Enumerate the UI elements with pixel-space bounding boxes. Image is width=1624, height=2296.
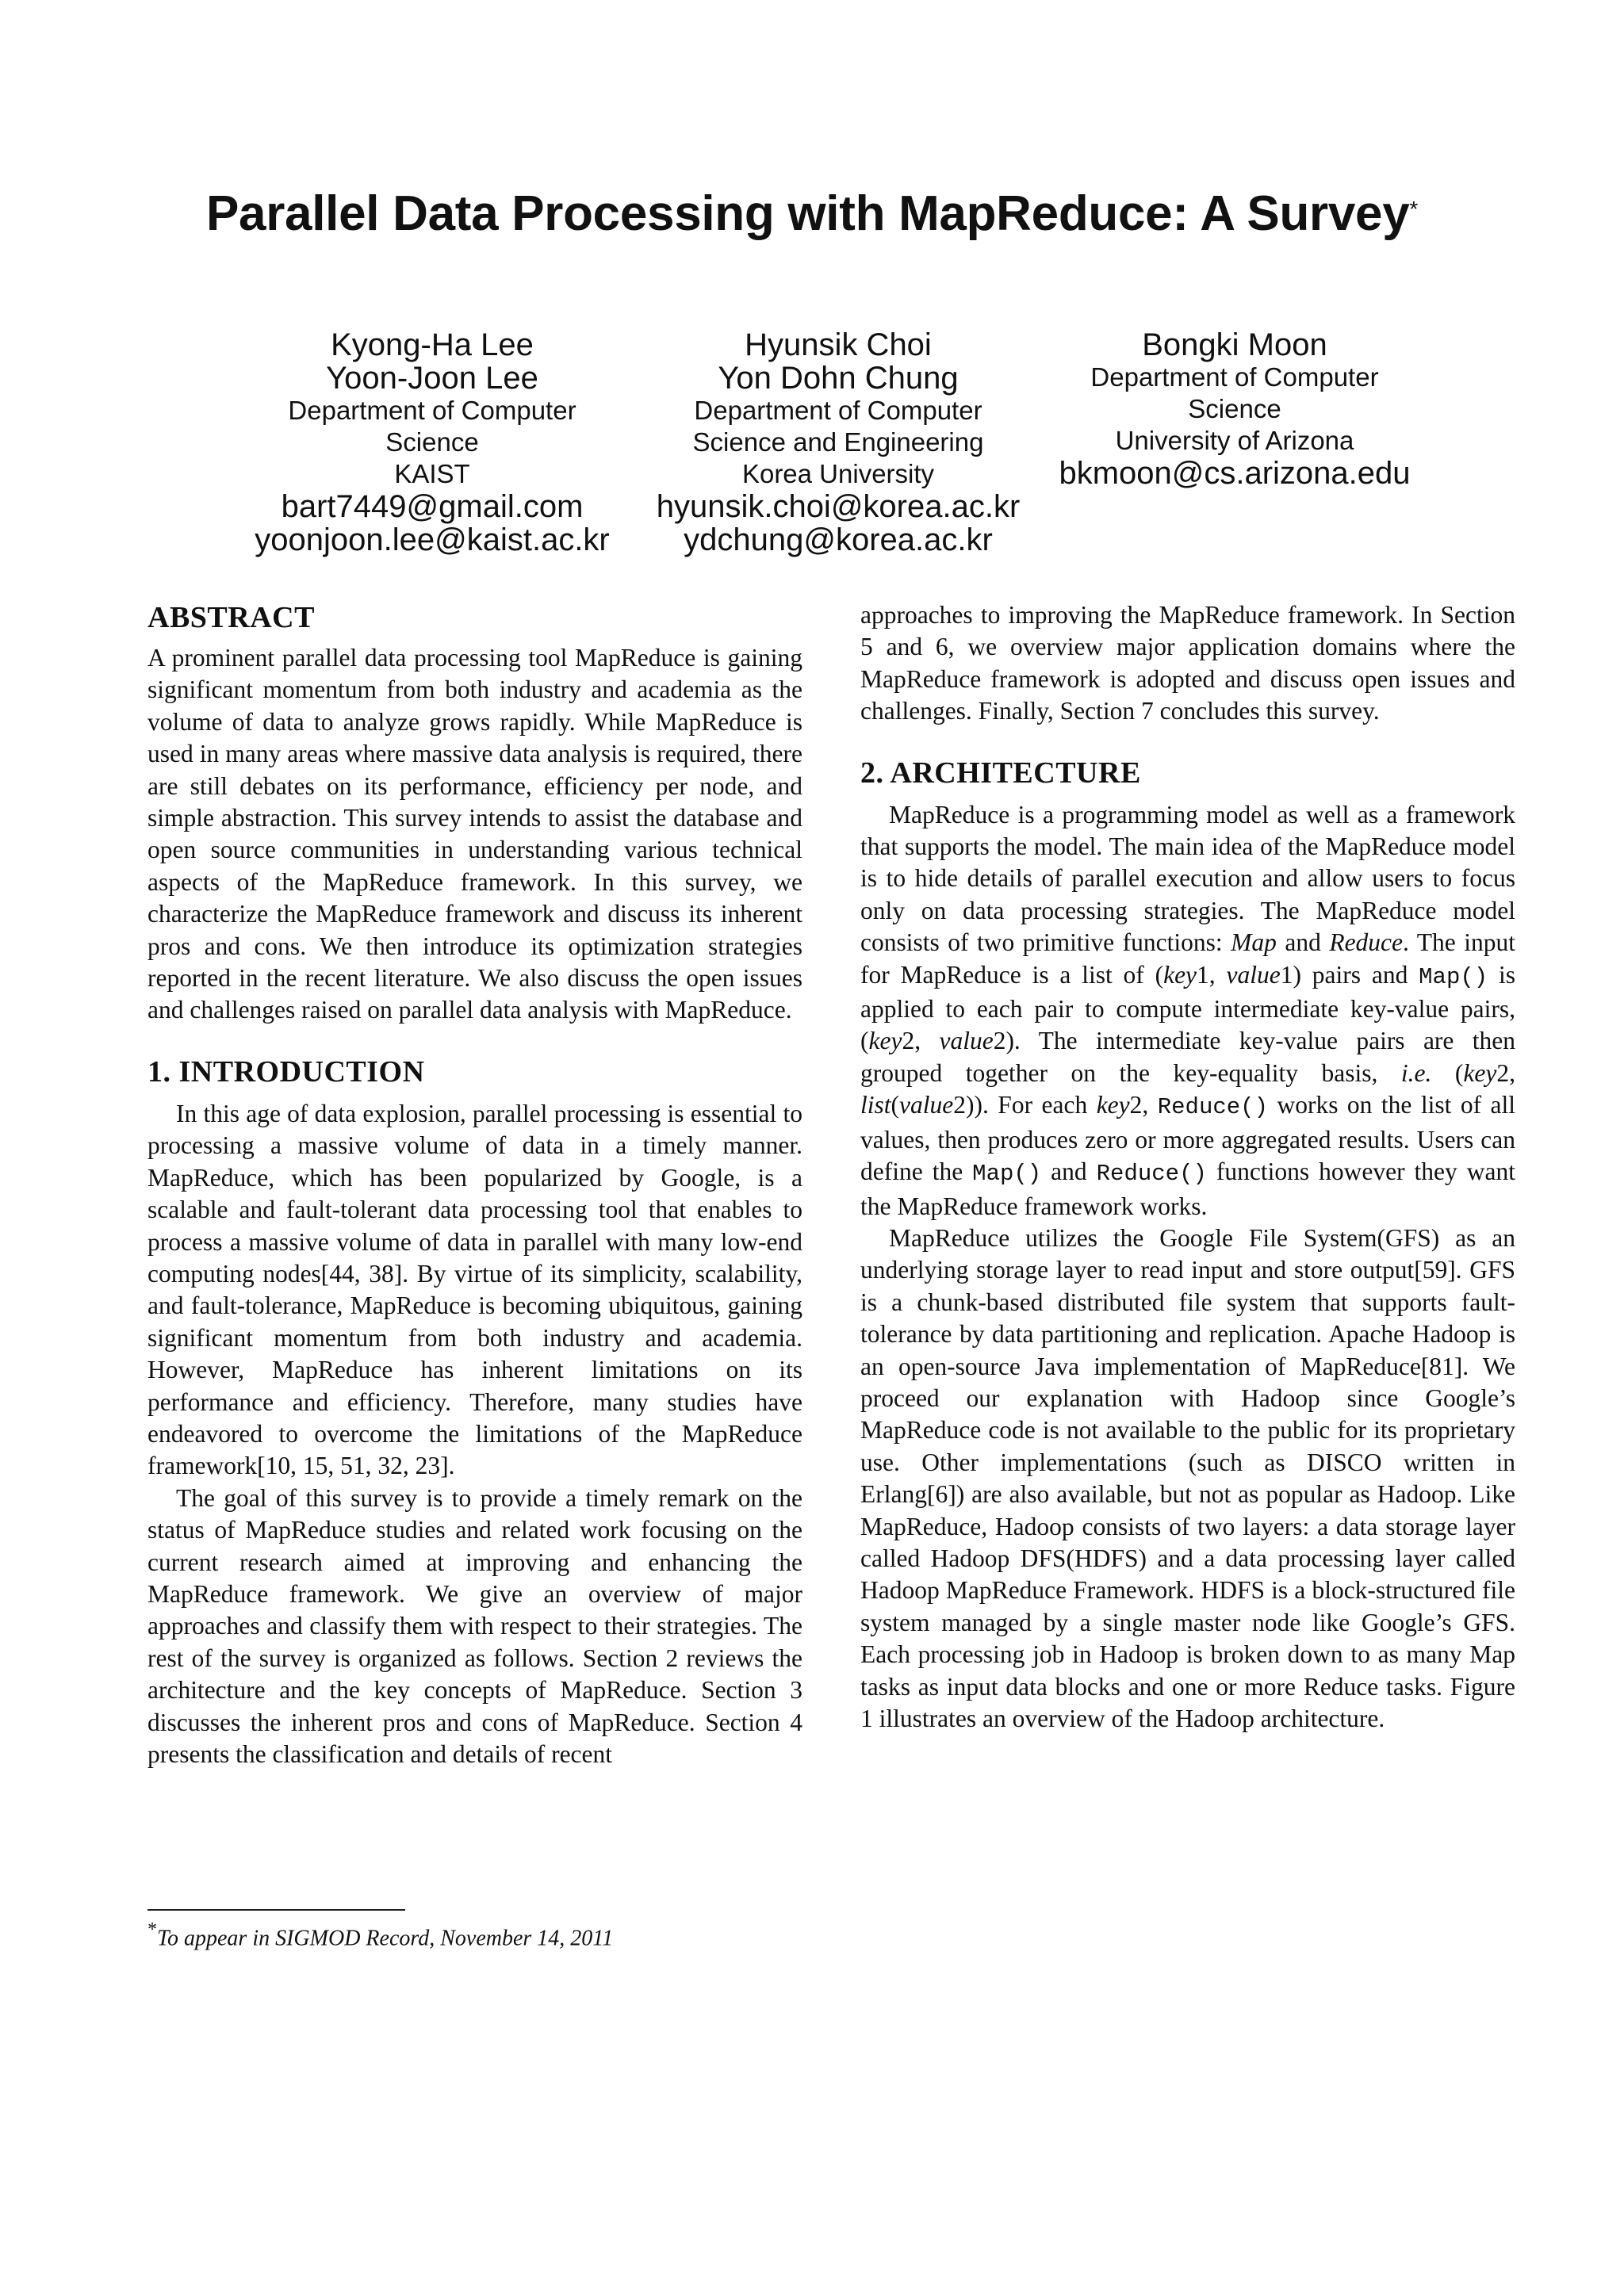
footnote — [147, 1917, 802, 1953]
left-column — [147, 599, 802, 1770]
intro-paragraph-2-continued: approaches to improving the MapReduce framework. In Section 5 and 6, we overview major application domains where the MapReduce framework is adopted and discuss open issues and challenges. Finally, Section 7 concludes this survey. — [860, 601, 1515, 725]
intro-paragraph-2: The goal of this survey is to provide a timely remark on the status of MapReduce studies and related work focusing on the current research aimed at improving and enhancing the MapReduce framework. We give an overview of major approaches and classify them with respect to their strategies. The rest of the survey is organized as follows. Section 2 reviews the architecture and the key concepts of MapReduce. Section 3 discusses the inherent pros and cons of MapReduce. Section 4 presents the classification and details of recent — [147, 1483, 802, 1768]
title-text: Parallel Data Processing with MapReduce: A Survey — [205, 186, 1410, 241]
abstract-text: A prominent parallel data processing tool MapReduce is gaining significant momentum from both industry and academia as the volume of data to analyze grows rapidly. While MapReduce is used in many areas where massive data analysis is required, there are still debates on its performance, efficiency per node, and simple abstraction. This survey intends to assist the database and open source communities in understanding various technical aspects of the MapReduce framework. In this survey, we characterize the MapReduce framework and discuss its inherent pros and cons. We then introduce its optimization strategies reported in the recent literature. We also discuss the open issues and challenges raised on parallel data analysis with MapReduce. — [147, 644, 802, 1024]
author-email: bkmoon@cs.arizona.edu — [1059, 456, 1411, 491]
author-name: Yon Dohn Chung — [718, 361, 959, 396]
map-term: Map — [1231, 928, 1277, 957]
paper-title — [0, 184, 1624, 244]
author-affiliation: Department of Computer — [288, 396, 576, 425]
author-name: Hyunsik Choi — [745, 327, 932, 362]
author-affiliation: University of Arizona — [1115, 426, 1354, 455]
abstract-heading: ABSTRACT — [147, 601, 315, 634]
author-email: bart7449@gmail.com — [281, 489, 584, 524]
intro-paragraph-1: In this age of data explosion, parallel processing is essential to processing a massive volume of data in a timely manner. MapReduce, which has been popularized by Google, is a scalable and fault-tolerant data processing tool that enables to process a massive volume of data in parallel with many low-end computing nodes[44, 38]. By virtue of its simplicity, scalability, and fault-tolerance, MapReduce is becoming ubiquitous, gaining significant momentum from both industry and academia. However, MapReduce has inherent limitations on its performance and efficiency. Therefore, many studies have endeavored to overcome the limitations of the MapReduce framework[10, 15, 51, 32, 23]. — [147, 1099, 802, 1480]
map-code: Map() — [1419, 963, 1488, 990]
author-affiliation: Science — [1188, 394, 1281, 423]
author-affiliation: Department of Computer — [694, 396, 982, 425]
reduce-code: Reduce() — [1157, 1094, 1268, 1121]
author-block-2 — [632, 328, 1044, 557]
architecture-paragraph-2: MapReduce utilizes the Google File System(GFS) as an underlying storage layer to read input and store output[59]. GFS is a chunk-based distributed file system that supports fault-tolerance by data partitioning and replication. Apache Hadoop is an open-source Java implementation of MapReduce[81]. We proceed our explanation with Hadoop since Google’s MapReduce code is not available to the public for its proprietary use. Other implementations (such as DISCO written in Erlang[6]) are also available, but not as popular as Hadoop. Like MapReduce, Hadoop consists of two layers: a data storage layer called Hadoop DFS(HDFS) and a data processing layer called Hadoop MapReduce Framework. HDFS is a block-structured file system managed by a single master node like Google’s GFS. Each processing job in Hadoop is broken down to as many Map tasks as input data blocks and one or more Reduce tasks. Figure 1 illustrates an overview of the Hadoop architecture. — [860, 1223, 1515, 1732]
title-footnote-mark: * — [1409, 197, 1419, 221]
architecture-paragraph-1: MapReduce is a programming model as well as a framework that supports the model. The main idea of the MapReduce model is to hide details of parallel execution and allow users to focus only on data processing strategies. The MapReduce model consists of two primitive functions: Map and Reduce. The input for MapReduce is a list of (key1, value1) pairs and Map() is applied to each pair to compute intermediate key-value pairs, (key2, value2). The intermediate key-value pairs are then grouped together on the key-equality basis, i.e. (key2, list(value2)). For each key2, Reduce() works on the list of all values, then produces zero or more aggregated results. Users can define the Map() and Reduce() functions however they want the MapReduce framework works. — [860, 800, 1516, 1220]
author-affiliation: Korea University — [741, 459, 935, 488]
footnote-text: To appear in SIGMOD Record, November 14, 2011 — [157, 1926, 614, 1951]
introduction-heading: 1. INTRODUCTION — [147, 1054, 425, 1089]
author-block-1 — [226, 328, 638, 557]
author-affiliation: KAIST — [394, 459, 470, 488]
architecture-heading: 2. ARCHITECTURE — [860, 756, 1141, 790]
map-code: Map() — [972, 1161, 1042, 1188]
author-name: Bongki Moon — [1142, 327, 1327, 362]
footnote-rule — [147, 1909, 405, 1911]
right-column — [860, 599, 1515, 1735]
author-block-3 — [1028, 328, 1441, 490]
author-affiliation: Science and Engineering — [692, 427, 984, 457]
footnote-mark: * — [147, 1919, 157, 1940]
author-affiliation: Department of Computer — [1090, 362, 1379, 392]
author-name: Kyong-Ha Lee — [331, 327, 534, 362]
author-email: ydchung@korea.ac.kr — [684, 522, 993, 557]
reduce-code: Reduce() — [1096, 1161, 1207, 1188]
reduce-term: Reduce — [1329, 928, 1404, 957]
author-affiliation: Science — [385, 427, 479, 457]
author-name: Yoon-Joon Lee — [326, 361, 538, 396]
author-email: yoonjoon.lee@kaist.ac.kr — [255, 522, 610, 557]
author-email: hyunsik.choi@korea.ac.kr — [656, 489, 1021, 524]
